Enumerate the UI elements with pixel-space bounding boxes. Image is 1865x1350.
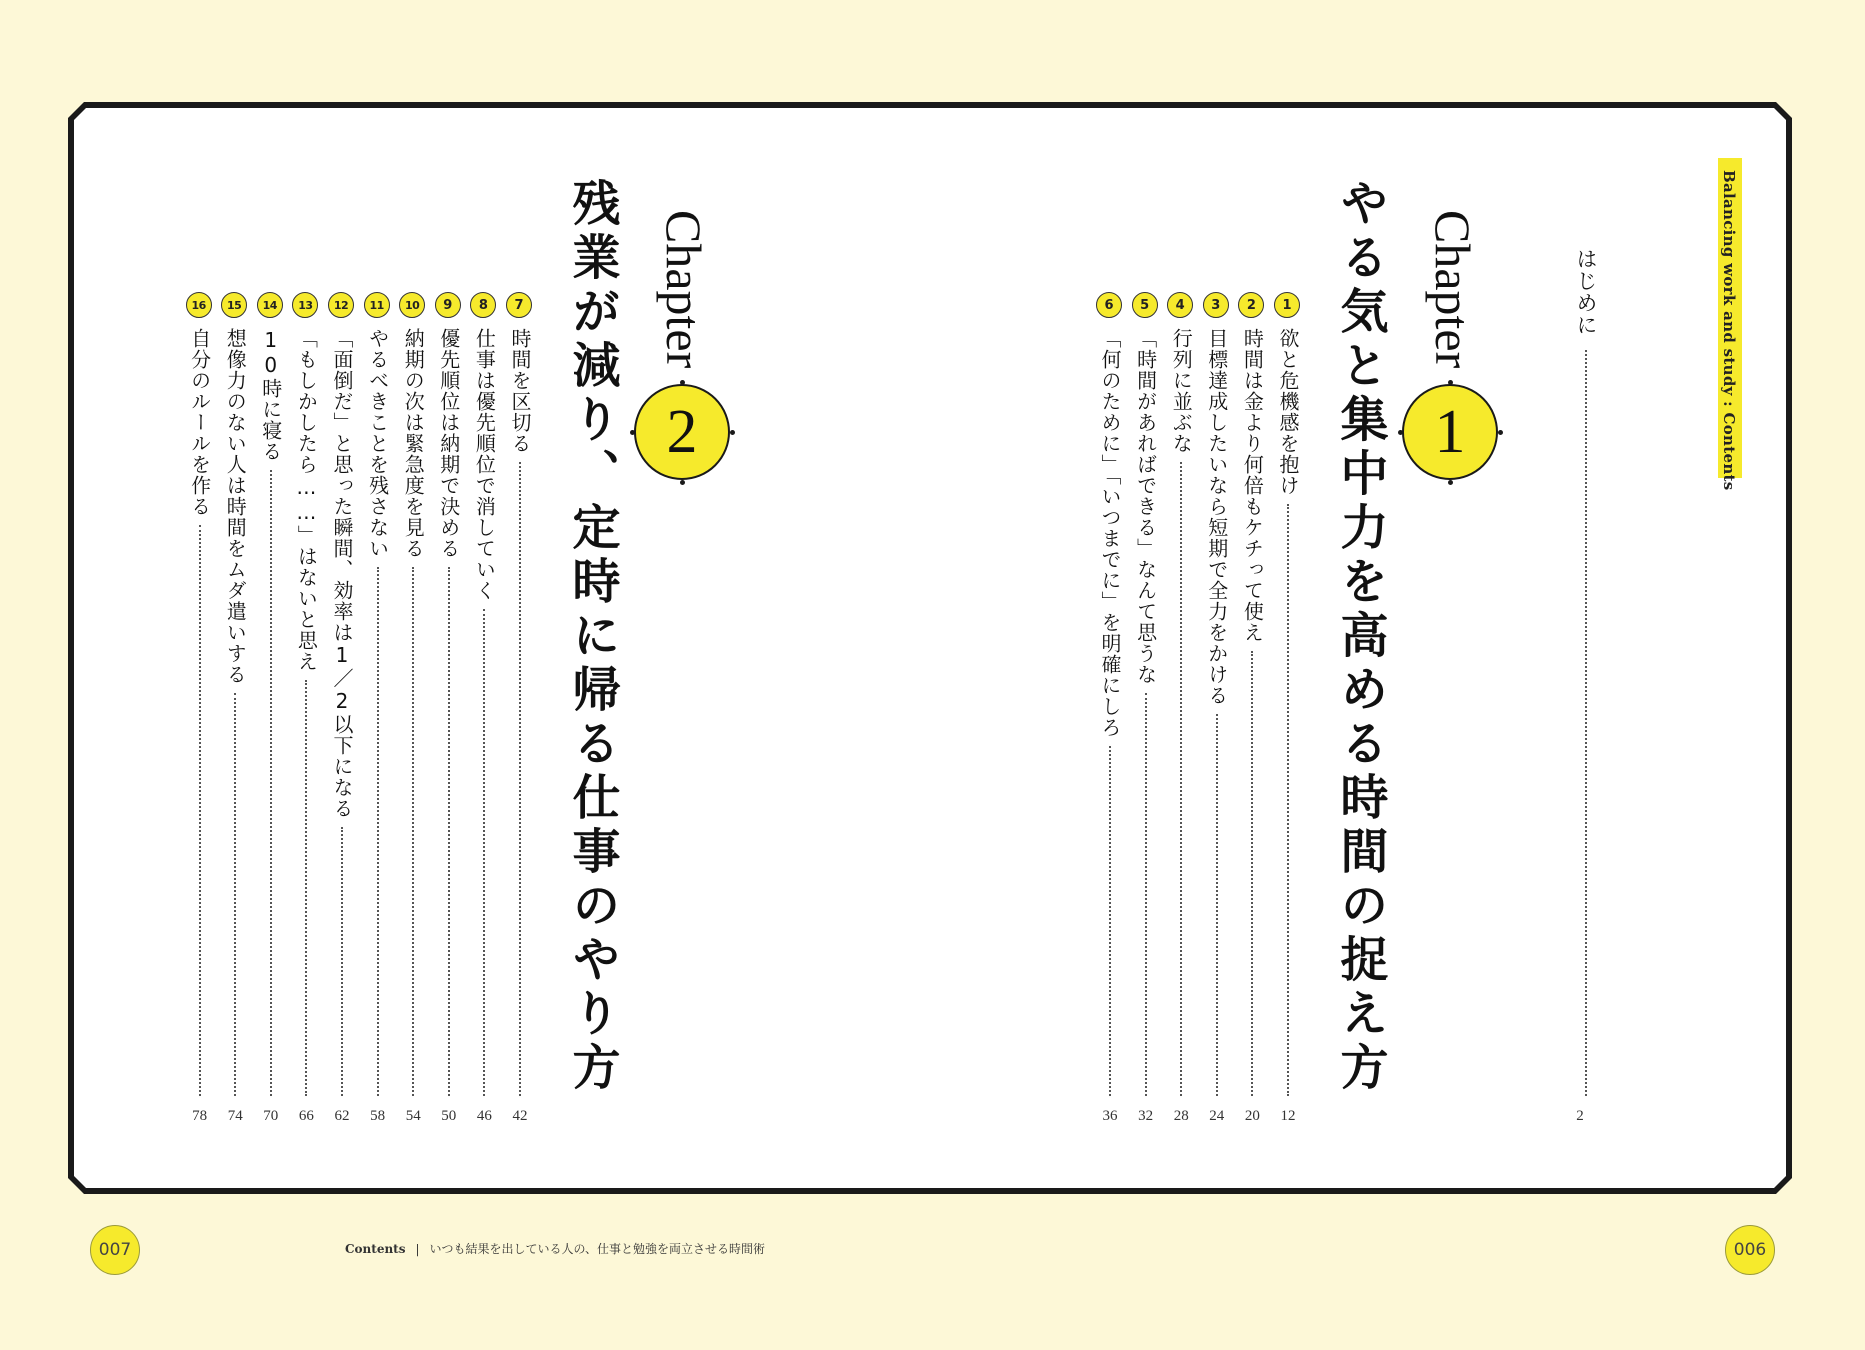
toc-item-1[interactable] — [1274, 292, 1302, 1124]
toc-page-number: 2 — [1576, 1108, 1584, 1124]
toc-item-13[interactable] — [292, 292, 320, 1124]
toc-number-badge: 7 — [506, 292, 532, 318]
toc-page-number: 78 — [192, 1108, 208, 1124]
toc-item-title: はじめに — [1574, 248, 1598, 336]
toc-item-14[interactable] — [257, 292, 285, 1124]
toc-item-title: 仕事は優先順位で消していく — [472, 328, 497, 601]
toc-item-15[interactable] — [221, 292, 249, 1124]
toc-leader — [448, 567, 450, 1096]
toc-item-title: 行列に並ぶな — [1169, 328, 1194, 454]
toc-leader — [1145, 693, 1147, 1096]
toc-leader — [483, 609, 485, 1096]
chapter-1-number-badge — [1402, 384, 1498, 480]
toc-item-2[interactable] — [1238, 292, 1266, 1124]
toc-page-number: 24 — [1209, 1108, 1225, 1124]
registration-dot — [1448, 480, 1453, 485]
toc-item-title: やるべきことを残さない — [365, 328, 390, 559]
registration-dot — [730, 430, 735, 435]
toc-item-8[interactable] — [470, 292, 498, 1124]
toc-page-number: 32 — [1138, 1108, 1154, 1124]
toc-page-number: 70 — [263, 1108, 279, 1124]
toc-item-title: 「何のために」「いつまでに」を明確にしろ — [1098, 328, 1122, 738]
toc-number-badge: 13 — [292, 292, 318, 318]
toc-leader — [1180, 462, 1182, 1096]
toc-number-badge: 16 — [186, 292, 212, 318]
toc-item-title: 時間を区切る — [508, 328, 532, 454]
toc-leader — [305, 680, 307, 1096]
toc-page-number: 12 — [1280, 1108, 1296, 1124]
left-page-folio: 007 — [90, 1225, 140, 1275]
toc-item-11[interactable] — [364, 292, 392, 1124]
side-label — [1718, 158, 1742, 491]
toc-page-number: 36 — [1102, 1108, 1118, 1124]
registration-dot — [630, 430, 635, 435]
toc-item-title: 時間は金より何倍もケチって使え — [1240, 328, 1265, 643]
toc-number-badge: 2 — [1238, 292, 1264, 318]
toc-item-3[interactable] — [1203, 292, 1231, 1124]
registration-dot — [1398, 430, 1403, 435]
toc-item-title: 欲と危機感を抱け — [1276, 328, 1300, 496]
toc-item-title: 「もしかしたら……」はないと思え — [294, 328, 319, 672]
registration-dot — [1498, 430, 1503, 435]
toc-item-title: 優先順位は納期で決める — [436, 328, 461, 559]
toc-page-number: 46 — [476, 1108, 492, 1124]
toc-item-title: 自分のルールを作る — [187, 328, 212, 517]
toc-item-5[interactable] — [1132, 292, 1160, 1124]
toc-page-number: 42 — [512, 1108, 528, 1124]
toc-number-badge: 15 — [221, 292, 247, 318]
toc-item-title: 10時に寝る — [258, 328, 283, 462]
toc-page-number: 62 — [334, 1108, 350, 1124]
right-page-folio: 006 — [1725, 1225, 1775, 1275]
toc-number-badge: 5 — [1132, 292, 1158, 318]
toc-number-badge: 1 — [1274, 292, 1300, 318]
toc-number-badge: 4 — [1167, 292, 1193, 318]
toc-number-badge: 10 — [399, 292, 425, 318]
toc-leader — [1287, 504, 1289, 1096]
toc-page-number: 50 — [441, 1108, 457, 1124]
running-head-separator: | — [415, 1242, 420, 1256]
toc-page-number: 74 — [227, 1108, 243, 1124]
toc-number-badge: 3 — [1203, 292, 1229, 318]
running-head-title: いつも結果を出している人の、仕事と勉強を両立させる時間術 — [429, 1242, 766, 1256]
toc-leader — [199, 525, 201, 1096]
chapter-1-number: 1 — [1434, 398, 1466, 466]
toc-item-title: 「面倒だ」と思った瞬間、効率は1／2以下になる — [330, 328, 354, 819]
running-head-label: Contents — [345, 1242, 406, 1256]
toc-leader — [1216, 714, 1218, 1096]
toc-number-badge: 8 — [470, 292, 496, 318]
toc-leader — [1585, 350, 1587, 1096]
toc-page-number: 20 — [1244, 1108, 1260, 1124]
toc-item-10[interactable] — [399, 292, 427, 1124]
toc-number-badge: 14 — [257, 292, 283, 318]
toc-item-intro[interactable] — [1572, 248, 1600, 1128]
toc-leader — [1109, 746, 1111, 1096]
toc-item-16[interactable] — [186, 292, 214, 1124]
toc-leader — [377, 567, 379, 1096]
toc-item-7[interactable] — [506, 292, 534, 1124]
toc-item-title: 想像力のない人は時間をムダ遣いする — [223, 328, 248, 685]
toc-number-badge: 12 — [328, 292, 354, 318]
toc-item-4[interactable] — [1167, 292, 1195, 1124]
toc-page-number: 28 — [1173, 1108, 1189, 1124]
toc-leader — [234, 693, 236, 1096]
toc-item-9[interactable] — [435, 292, 463, 1124]
toc-page-number: 58 — [370, 1108, 386, 1124]
toc-leader — [412, 567, 414, 1096]
registration-dot — [680, 380, 685, 385]
chapter-2-number-badge — [634, 384, 730, 480]
toc-number-badge: 11 — [364, 292, 390, 318]
running-head — [345, 1240, 765, 1257]
registration-dot — [680, 480, 685, 485]
side-label-text: Balancing work and study : Contents — [1720, 170, 1738, 491]
toc-page-number: 54 — [405, 1108, 421, 1124]
toc-item-title: 納期の次は緊急度を見る — [401, 328, 426, 559]
toc-item-title: 「時間があればできる」なんて思うな — [1133, 328, 1158, 685]
toc-leader — [270, 470, 272, 1096]
toc-number-badge: 9 — [435, 292, 461, 318]
toc-leader — [341, 827, 343, 1096]
chapter-2-number: 2 — [666, 398, 698, 466]
registration-dot — [1448, 380, 1453, 385]
chapter-2-title: 残業が減り、定時に帰る仕事のやり方 — [564, 178, 620, 1096]
toc-leader — [1251, 651, 1253, 1096]
toc-item-12[interactable] — [328, 292, 356, 1124]
chapter-2-word: Chapter — [656, 210, 712, 369]
chapter-1-title: やる気と集中力を高める時間の捉え方 — [1332, 178, 1388, 1096]
toc-item-title: 目標達成したいなら短期で全力をかける — [1204, 328, 1229, 706]
chapter-1-word: Chapter — [1425, 210, 1481, 369]
toc-item-6[interactable] — [1096, 292, 1124, 1124]
toc-leader — [519, 462, 521, 1096]
toc-page-number: 66 — [298, 1108, 314, 1124]
toc-number-badge: 6 — [1096, 292, 1122, 318]
